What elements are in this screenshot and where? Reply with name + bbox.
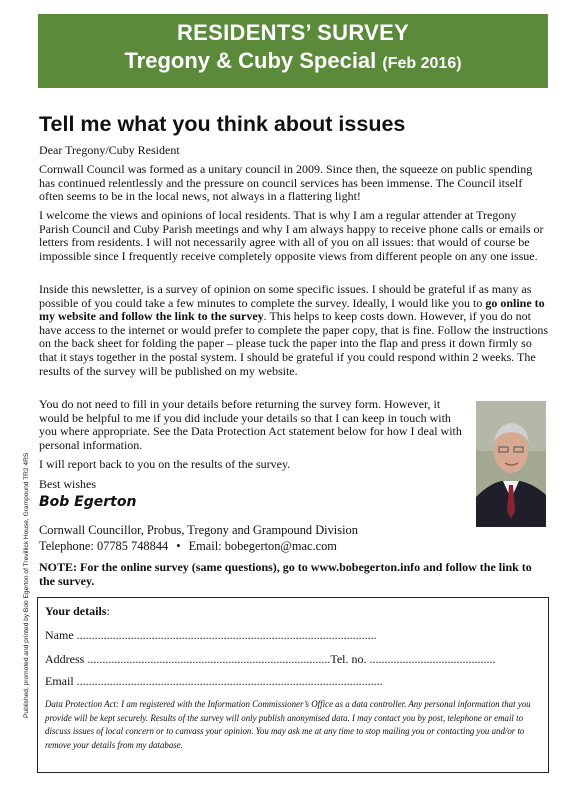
- name-row[interactable]: [45, 628, 377, 643]
- paragraph-details: You do not need to fill in your details before returning the survey form. However, it would be helpful to me if you did include your details so that I can keep in touch with you where appropriate. See the Data Protection Act statement below for how I deal with personal information.: [39, 397, 462, 452]
- salutation: Dear Tregony/Cuby Resident: [39, 143, 180, 157]
- name-label: Name: [45, 628, 74, 642]
- header-banner: [38, 14, 548, 88]
- paragraph-report: I will report back to you on the results of the survey.: [39, 457, 291, 471]
- councillor-role: Cornwall Councillor, Probus, Tregony and Grampound Division: [39, 523, 358, 537]
- banner-title: RESIDENTS’ SURVEY: [176, 20, 410, 45]
- form-title-colon: :: [106, 604, 110, 618]
- form-title-label: Your details: [45, 604, 107, 618]
- banner-subtitle-text: Tregony & Cuby Special: [124, 48, 377, 73]
- name-field[interactable]: ....................................................................................................: [76, 628, 377, 642]
- banner-date: (Feb 2016): [382, 55, 462, 72]
- online-survey-note: NOTE: For the online survey (same questions), go to www.bobegerton.info and follow the link to the survey.: [39, 560, 532, 588]
- paragraph-survey-start: Inside this newsletter, is a survey of opinion on some specific issues. I should be grateful if as many as possible of you could take a few minutes to complete the survey. Ideally, I would like you to: [39, 282, 532, 310]
- banner-subtitle: [38, 46, 548, 79]
- email-label: Email: [45, 674, 74, 688]
- address-label: Address: [45, 652, 85, 666]
- closing: Best wishes: [39, 477, 96, 491]
- paragraph-survey-end: . This helps to keep costs down. However, if you do not have access to the internet or would prefer to complete the paper copy, that is fine. Follow the instructions on the back sheet for folding the paper – please tuck the paper into the flap and press it down firmly so that it stays together in the postal system. I should be grateful if you could respond within 2 weeks. The results of the survey will be published on my website.: [39, 309, 549, 378]
- address-field[interactable]: .................................................................................: [87, 652, 331, 666]
- paragraph-intro: Cornwall Council was formed as a unitary council in 2009. Since then, the squeeze on public spending has continued relentlessly and the pressure on council services has been immense. The Council itself often seems to be in the local news, not always in a flattering light!: [39, 162, 533, 204]
- paragraph-views: I welcome the views and opinions of local residents. That is why I am a regular attender at Tregony Parish Council and Cuby Parish meetings and why I am always happy to receive phone calls or emails or letters from residents. I will not necessarily agree with all of you on all issues: that would of course be impossible since I frequently receive completely opposite views from different people on any one issue.: [39, 208, 544, 263]
- councillor-photo: [476, 401, 546, 527]
- tel-label: Tel. no.: [330, 652, 367, 666]
- portrait-illustration: [476, 401, 546, 527]
- data-protection-statement: Data Protection Act: I am registered with the Information Commissioner’s Office as a data controller. Any personal information that you provide will be kept securely. Results of the survey will only publish anonymised data. I may contact you by post, telephone or email to discuss issues of local concern or to canvass your opinion. You may ask me at any time to stop mailing you or contacting you and/or to remove your details from my database.: [45, 699, 531, 750]
- contact-line: [39, 538, 358, 554]
- paragraph-survey-emphasis: go online to my website and follow the link to the survey: [39, 295, 545, 324]
- email-field[interactable]: ......................................................................................................: [76, 674, 383, 688]
- signature: Bob Egerton: [39, 494, 137, 510]
- page-title: Tell me what you think about issues: [39, 112, 406, 136]
- tel-field[interactable]: ..........................................: [369, 652, 496, 666]
- separator-bullet: •: [176, 539, 181, 553]
- details-form: [37, 597, 549, 773]
- form-title: [45, 604, 541, 619]
- email-address: Email: bobegerton@mac.com: [188, 539, 337, 553]
- publisher-imprint: Published, promoted and printed by Bob Egerton of Trevillick House, Grampound TR2 4RS: [23, 452, 30, 718]
- telephone: Telephone: 07785 748844: [39, 539, 169, 553]
- email-row[interactable]: [45, 674, 383, 689]
- address-row[interactable]: [45, 652, 495, 667]
- contact-block: [39, 522, 358, 554]
- paragraph-survey: [39, 283, 549, 378]
